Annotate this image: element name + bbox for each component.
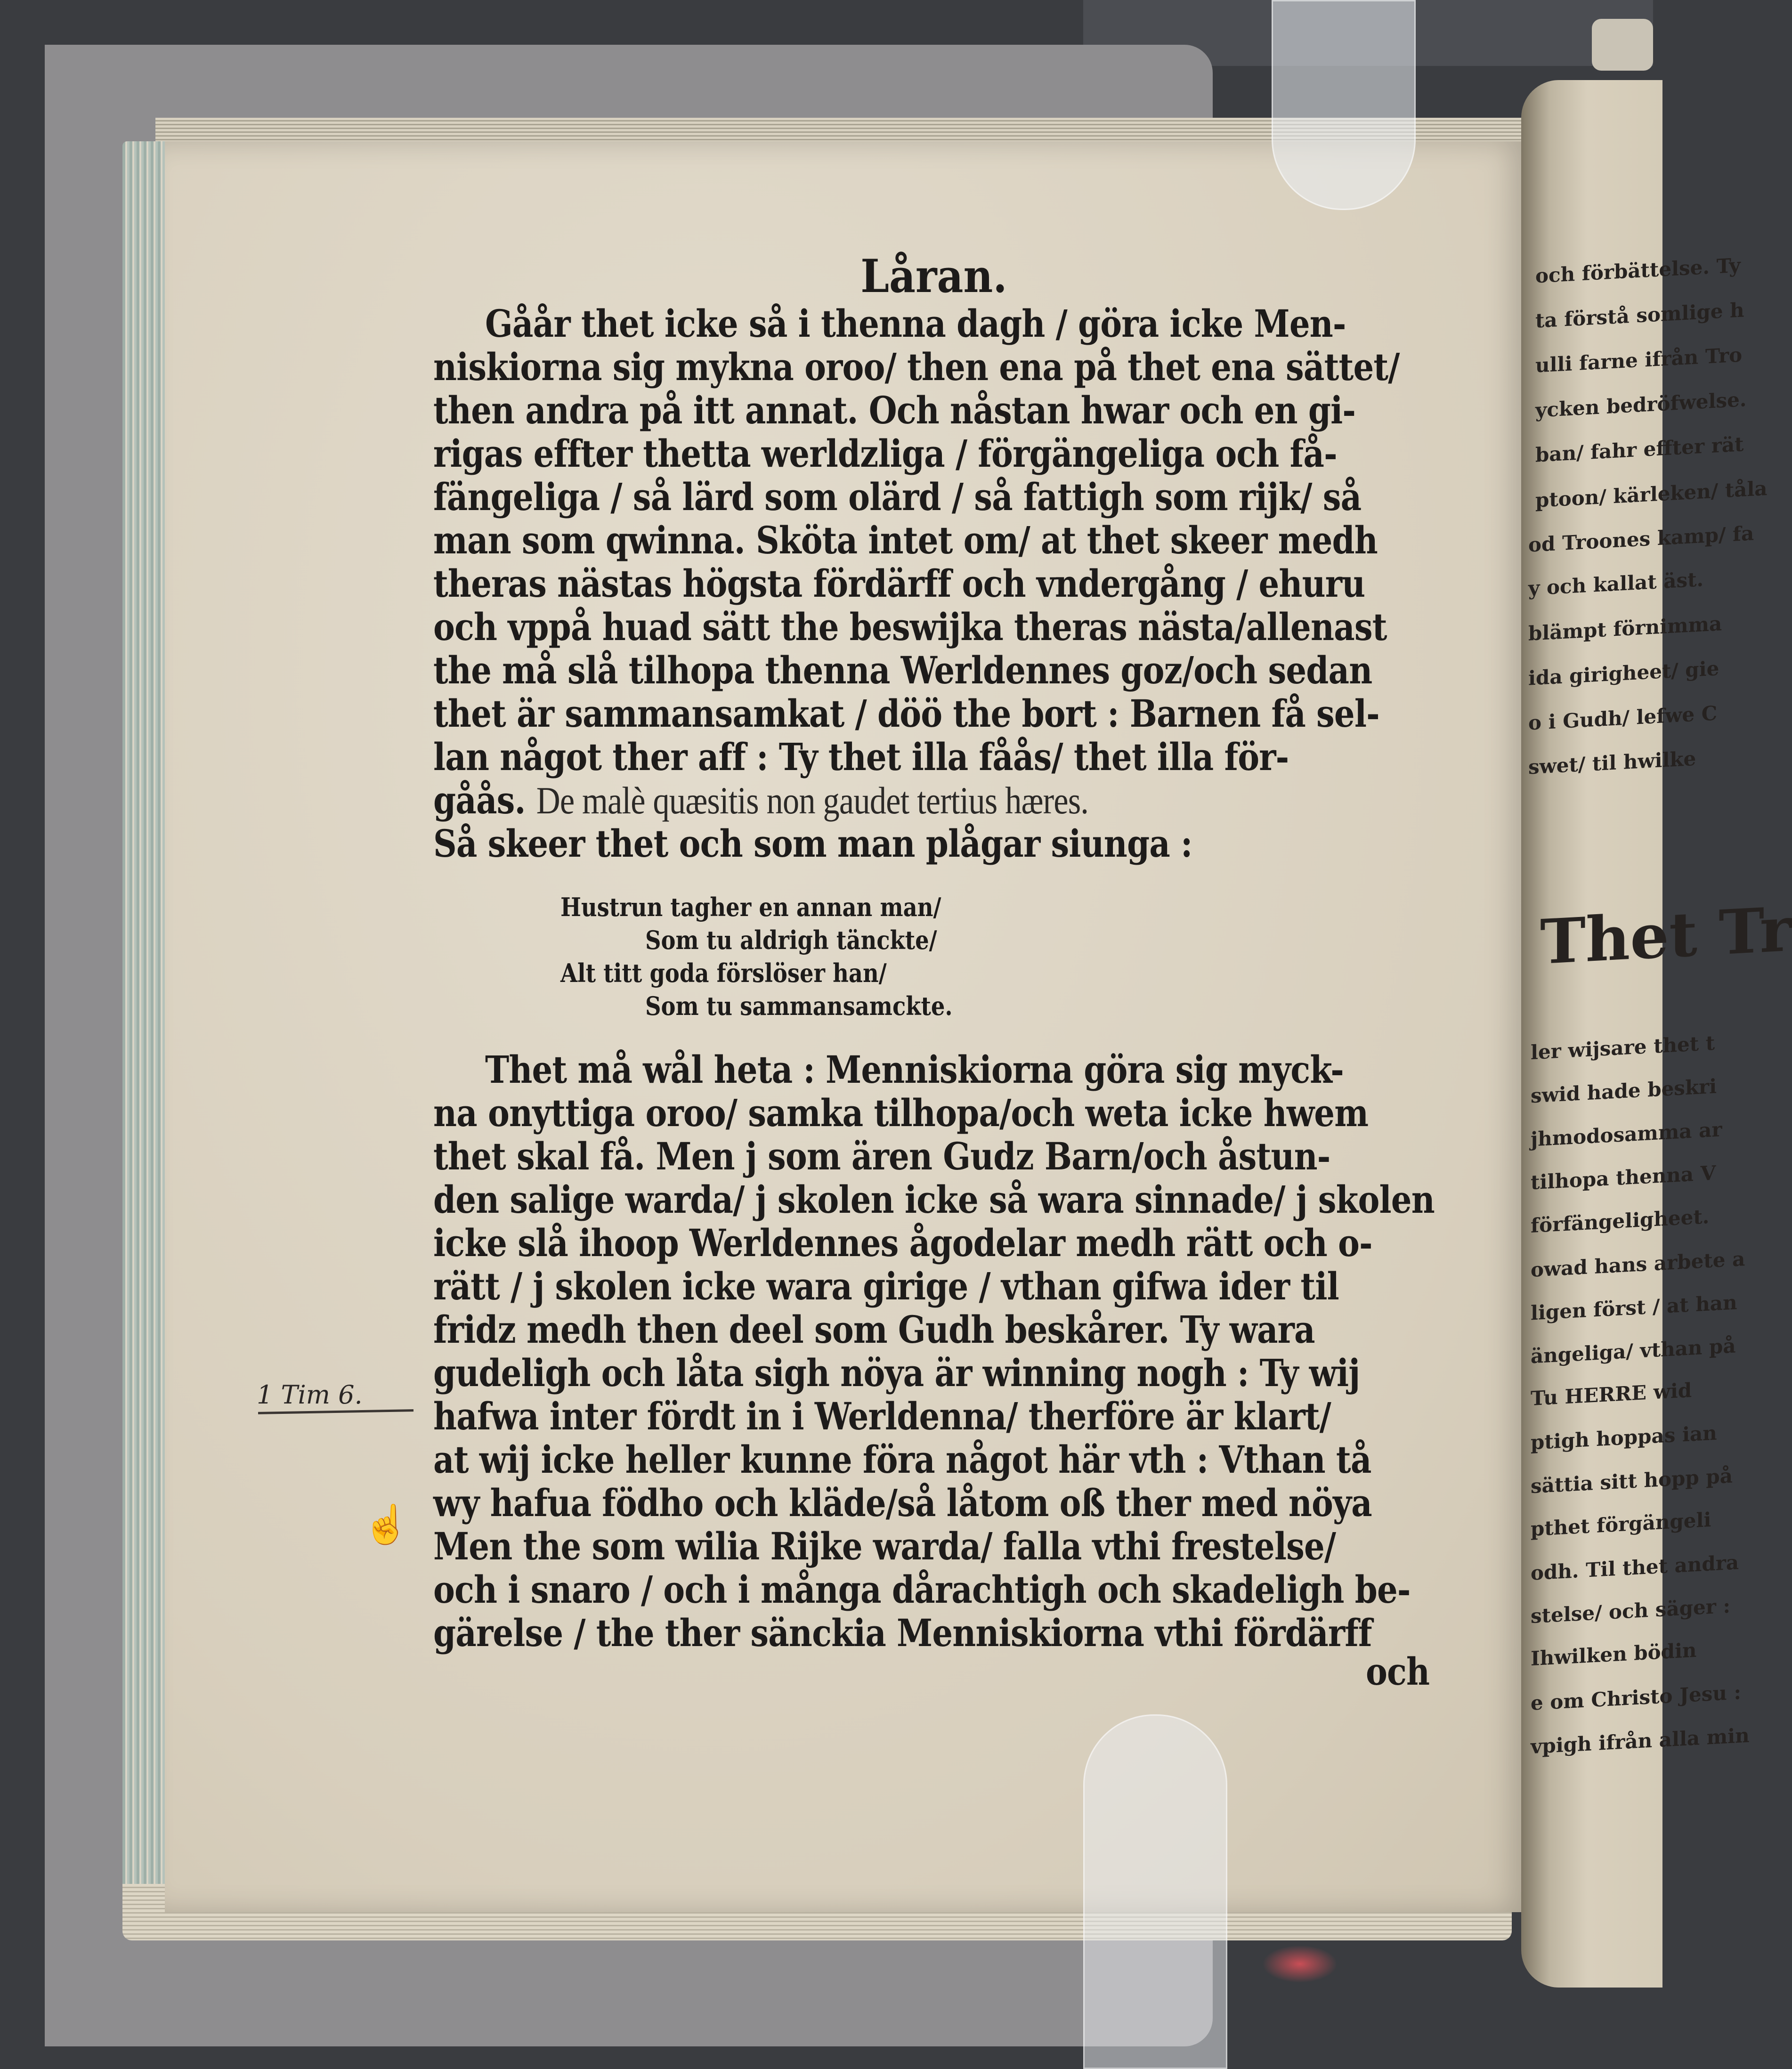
text-line: theras nästas högsta fördärff och vndergång / ehuru bbox=[433, 561, 1365, 606]
right-page bbox=[1521, 80, 1792, 1988]
latin-quotation: De malè quæsitis non gaudet tertius hæres. bbox=[536, 779, 1089, 822]
verse-line: Alt titt goda förslöser han/ bbox=[560, 958, 887, 988]
right-page-line: od Troones kamp/ fa bbox=[1528, 521, 1754, 557]
right-page-line: ta förstå somlige h bbox=[1535, 298, 1744, 333]
text-line: Men the som wilia Rijke warda/ falla vthi frestelse/ bbox=[433, 1524, 1336, 1568]
right-page-line: swid hade beskri bbox=[1531, 1074, 1717, 1108]
right-page-line: Tu HERRE wid bbox=[1531, 1379, 1692, 1410]
text-line: lan något ther aff : Ty thet illa fåås/ thet illa för- bbox=[433, 735, 1289, 779]
right-page-line: stelse/ och säger : bbox=[1531, 1594, 1730, 1628]
text-line: den salige warda/ j skolen icke så wara sinnade/ j skolen bbox=[433, 1177, 1435, 1222]
right-page-line: ban/ fahr effter rät bbox=[1535, 432, 1744, 467]
right-page-line: vpigh ifrån alla min bbox=[1531, 1723, 1750, 1759]
verse-line: Som tu sammansamckte. bbox=[645, 991, 953, 1021]
right-page-line: ler wijsare thet t bbox=[1531, 1031, 1715, 1064]
clip-top bbox=[1272, 0, 1416, 210]
right-page-line: ängeliga/ vthan på bbox=[1531, 1334, 1736, 1368]
right-page-line: y och kallat äst. bbox=[1528, 568, 1704, 600]
right-page-line: tilhopa thenna V bbox=[1531, 1161, 1716, 1194]
right-page-line: jhmodosamma ar bbox=[1531, 1118, 1722, 1151]
text-line: och vppå huad sätt the beswijka theras nästa/allenast bbox=[433, 605, 1387, 649]
text-line: fridz medh then deel som Gudh beskårer. Ty wara bbox=[433, 1307, 1315, 1352]
clip-bottom bbox=[1083, 1714, 1227, 2069]
page-heading: Låran. bbox=[860, 250, 1007, 303]
text-line: niskiorna sig mykna oroo/ then ena på thet ena sättet/ bbox=[433, 345, 1400, 389]
right-page-line: ptigh hoppas ian bbox=[1531, 1421, 1717, 1454]
right-page-line: o i Gudh/ lefwe C bbox=[1528, 701, 1718, 735]
right-page-line: Ihwilken bödin bbox=[1531, 1638, 1697, 1671]
right-page-line: owad hans arbete a bbox=[1531, 1247, 1745, 1282]
right-page-line: sättia sitt hopp på bbox=[1531, 1464, 1733, 1498]
catchword: och bbox=[1366, 1649, 1430, 1694]
right-page-line: förfängeligheet. bbox=[1531, 1205, 1710, 1237]
text-line: man som qwinna. Sköta intet om/ at thet skeer medh bbox=[433, 518, 1378, 562]
text-line: rigas effter thetta werldzliga / förgängeliga och få- bbox=[433, 431, 1337, 476]
text-line: then andra på itt annat. Och nåstan hwar och en gi- bbox=[433, 388, 1356, 432]
right-page-line: ycken bedröfwelse. bbox=[1535, 388, 1747, 422]
margin-note: 1 Tim 6. bbox=[257, 1380, 363, 1410]
right-page-line: ulli farne ifrån Tro bbox=[1535, 343, 1743, 377]
text-line: wy hafua födho och kläde/så låtom oß ther med nöya bbox=[433, 1481, 1372, 1525]
pointing-hand-icon: ☝ bbox=[363, 1502, 410, 1546]
text-line: thet är sammansamkat / döö the bort : Barnen få sel- bbox=[433, 691, 1379, 736]
text-line: Thet må wål heta : Menniskiorna göra sig myck- bbox=[485, 1047, 1344, 1092]
right-page-line: och förbättelse. Ty bbox=[1535, 253, 1741, 288]
verse-line: Hustrun tagher en annan man/ bbox=[560, 892, 941, 922]
text-line: Gåår thet icke så i thenna dagh / göra icke Men- bbox=[485, 301, 1346, 346]
verse-line: Som tu aldrigh tänckte/ bbox=[645, 925, 937, 955]
right-page-text bbox=[1521, 80, 1792, 1988]
text-line: the må slå tilhopa thenna Werldennes goz/och sedan bbox=[433, 648, 1372, 692]
right-page-line: blämpt förnimma bbox=[1528, 612, 1722, 645]
text-line: Så skeer thet och som man plågar siunga : bbox=[433, 821, 1192, 866]
text-line: na onyttiga oroo/ samka tilhopa/och weta icke hwem bbox=[433, 1091, 1369, 1135]
text-line: thet skal få. Men j som ären Gudz Barn/och åstun- bbox=[433, 1134, 1330, 1178]
right-page-line: pthet förgängeli bbox=[1531, 1508, 1711, 1541]
right-page-line: ptoon/ kärleken/ tåla bbox=[1535, 477, 1768, 512]
text-line: gudeligh och låta sigh nöya är winning nogh : Ty wij bbox=[433, 1351, 1360, 1395]
latin-line bbox=[433, 778, 1088, 823]
red-smudge bbox=[1262, 1945, 1338, 1983]
latin-line-lead: gåås. bbox=[433, 778, 536, 822]
text-line: och i snaro / och i många dårachtigh och skadeligh be- bbox=[433, 1567, 1411, 1612]
text-line: icke slå ihoop Werldennes ågodelar medh rätt och o- bbox=[433, 1221, 1372, 1265]
right-page-line: odh. Til thet andra bbox=[1531, 1550, 1739, 1585]
text-line: at wij icke heller kunne föra något här vth : Vthan tå bbox=[433, 1437, 1371, 1482]
right-page-line: ligen först / at han bbox=[1531, 1290, 1737, 1325]
text-line: rätt / j skolen icke wara girige / vthan gifwa ider til bbox=[433, 1264, 1339, 1308]
spine-top bbox=[1592, 19, 1653, 71]
right-page-title: Thet Tr bbox=[1540, 893, 1792, 979]
right-page-line: swet/ til hwilke bbox=[1528, 746, 1696, 779]
right-page-line: e om Christo Jesu : bbox=[1531, 1680, 1742, 1715]
right-page-line: ida girigheet/ gie bbox=[1528, 657, 1719, 690]
text-line: hafwa inter fördt in i Werldenna/ therföre är klart/ bbox=[433, 1394, 1331, 1438]
text-line: fängeliga / så lärd som olärd / så fattigh som rijk/ så bbox=[433, 475, 1362, 519]
text-line: gärelse / the ther sänckia Menniskiorna vthi fördärff bbox=[433, 1611, 1372, 1655]
